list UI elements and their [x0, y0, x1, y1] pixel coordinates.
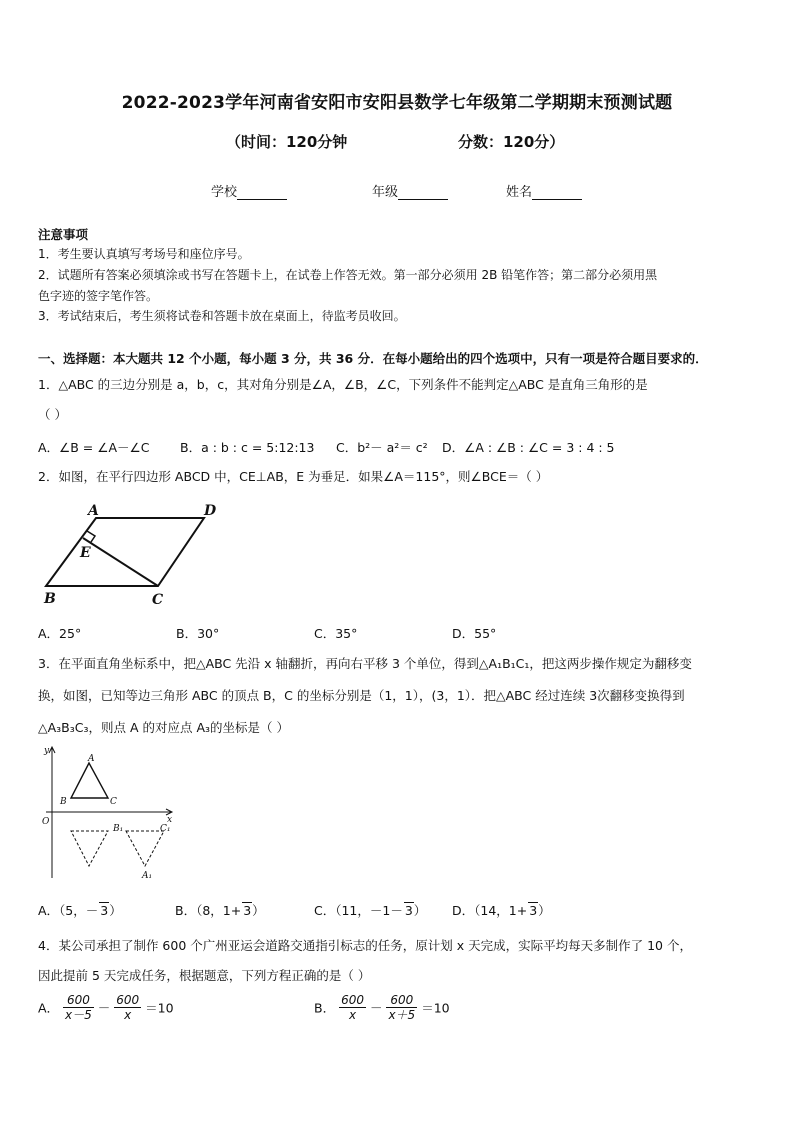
school-label: 学校 — [211, 185, 238, 200]
note-item: 色字迹的签字笔作答。 — [38, 289, 159, 303]
q4-line2: 因此提前 5 天完成任务，根据题意，下列方程正确的是（ ） — [38, 968, 371, 983]
q3-line1: 3．在平面直角坐标系中，把△ABC 先沿 x 轴翻折，再向右平移 3 个单位，得到△A₁B₁C₁，把这两步操作规定为翻移变 — [38, 656, 692, 671]
school-blank[interactable] — [237, 186, 287, 200]
label-a1: A₁ — [142, 871, 153, 881]
name-field[interactable] — [506, 181, 582, 200]
fraction: $\frac{600}{x}$ — [341, 993, 364, 1022]
grade-field[interactable] — [372, 181, 448, 200]
q3-option-c[interactable]: C．（11，－1－ 3） — [314, 903, 427, 918]
grade-blank[interactable] — [398, 186, 448, 200]
q2-option-b[interactable]: B．30° — [176, 626, 220, 641]
q4-option-b[interactable]: B． $\frac{600}{x}$ － $\frac{600}{x+5}$ ＝10 — [314, 993, 450, 1022]
label-c1: C₁ — [160, 824, 171, 834]
q2-option-c[interactable]: C．35° — [314, 626, 358, 641]
exam-score: 分数：120分） — [458, 133, 565, 151]
label-a: A — [88, 754, 95, 764]
school-field[interactable] — [211, 181, 287, 200]
note-item: 1．考生要认真填写考场号和座位序号。 — [38, 247, 250, 261]
q1-option-d[interactable]: D．∠A : ∠B : ∠C = 3 : 4 : 5 — [442, 440, 615, 455]
fraction: $\frac{600}{x-5}$ — [65, 993, 92, 1022]
q1-paren: （ ） — [38, 407, 67, 422]
label-o: O — [42, 817, 50, 827]
q4-line1: 4．某公司承担了制作 600 个广州亚运会道路交通指引标志的任务，原计划 x 天完成，实际平均每天多制作了 10 个， — [38, 938, 692, 953]
label-a: A — [88, 503, 99, 519]
q3-option-b[interactable]: B．（8，1+ 3） — [175, 903, 265, 918]
label-e: E — [80, 545, 91, 561]
label-c: C — [152, 592, 164, 608]
q4-option-a[interactable]: A． $\frac{600}{x-5}$ － $\frac{600}{x}$ ＝10 — [38, 993, 174, 1022]
q3-option-d[interactable]: D．（14，1+ 3） — [452, 903, 551, 918]
q1-option-b[interactable]: B．a : b : c = 5:12:13 — [180, 440, 315, 455]
sqrt-3: 3 — [529, 903, 538, 918]
label-b1: B₁ — [113, 824, 124, 834]
q1-stem: 1．△ABC 的三边分别是 a，b，c，其对角分别是∠A，∠B，∠C，下列条件不能判定△ABC 是直角三角形的是 — [38, 377, 648, 392]
segment-ce — [83, 538, 158, 586]
q1-option-a[interactable]: A．∠B = ∠A－∠C — [38, 440, 150, 455]
q3-coordinate-figure — [38, 742, 188, 884]
label-b: B — [44, 591, 56, 607]
sqrt-3: 3 — [100, 903, 109, 918]
triangle-a1b1c1 — [126, 831, 164, 866]
section-heading: 一、选择题：本大题共 12 个小题，每小题 3 分，共 36 分．在每小题给出的四个选项中，只有一项是符合题目要求的． — [38, 351, 708, 366]
triangle-a1-flip — [71, 831, 108, 866]
triangle-abc — [71, 763, 108, 798]
label-b: B — [60, 797, 67, 807]
q3-line3: △A₃B₃C₃，则点 A 的对应点 A₃的坐标是（ ） — [38, 720, 290, 735]
label-d: D — [204, 503, 217, 519]
q2-parallelogram-figure — [38, 498, 228, 610]
q3-line2: 换，如图，已知等边三角形 ABC 的顶点 B，C 的坐标分别是（1，1），(3，1）．把△ABC 经过连续 3次翻移变换得到 — [38, 688, 685, 703]
q2-option-a[interactable]: A．25° — [38, 626, 82, 641]
name-blank[interactable] — [532, 186, 582, 200]
label-x: x — [167, 815, 173, 825]
notes-heading: 注意事项 — [38, 227, 89, 242]
label-c: C — [110, 797, 117, 807]
q3-option-a[interactable]: A．（5，－ 3） — [38, 903, 122, 918]
q2-option-d[interactable]: D．55° — [452, 626, 497, 641]
parallelogram-abcd — [46, 518, 204, 586]
page-title: 2022-2023学年河南省安阳市安阳县数学七年级第二学期期末预测试题 — [121, 93, 673, 113]
label-y: y — [44, 746, 50, 756]
sqrt-3: 3 — [243, 903, 252, 918]
exam-time: （时间：120分钟 — [226, 133, 348, 151]
name-label: 姓名 — [506, 185, 533, 200]
fraction: $\frac{600}{x}$ — [116, 993, 140, 1022]
sqrt-3: 3 — [404, 903, 413, 918]
q1-option-c[interactable]: C．b²－ a²＝ c² — [336, 440, 428, 455]
fraction: $\frac{600}{x+5}$ — [388, 993, 416, 1022]
note-item: 2．试题所有答案必须填涂或书写在答题卡上，在试卷上作答无效。第一部分必须用 2B 铅笔作答；第二部分必须用黑 — [38, 268, 658, 282]
note-item: 3．考试结束后，考生须将试卷和答题卡放在桌面上，待监考员收回。 — [38, 309, 406, 323]
grade-label: 年级 — [372, 185, 399, 200]
q2-stem: 2．如图，在平行四边形 ABCD 中，CE⊥AB，E 为垂足．如果∠A＝115°，则∠BCE＝（ ） — [38, 469, 549, 484]
